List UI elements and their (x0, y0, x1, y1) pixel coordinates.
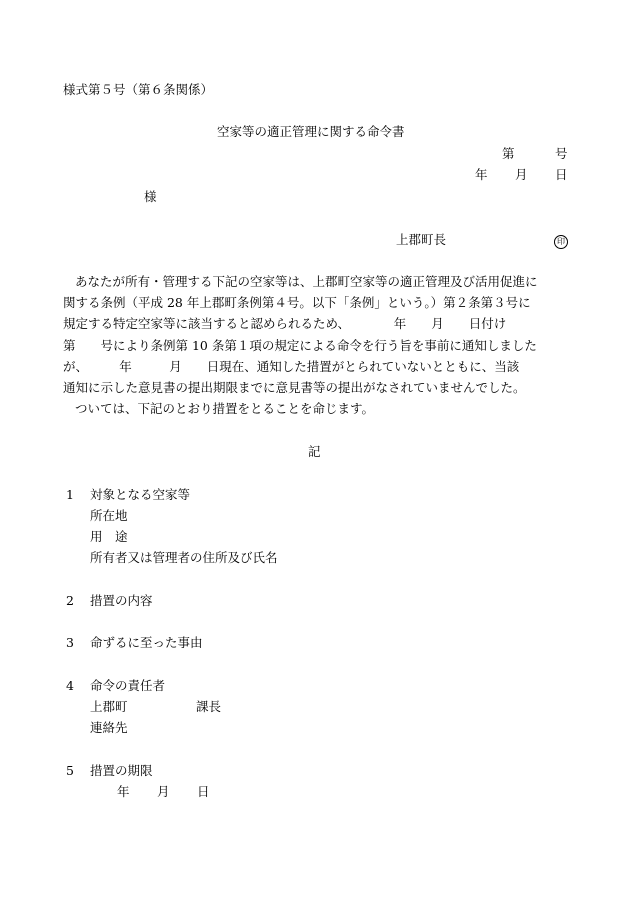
item-label: 措置の内容 (90, 593, 153, 608)
item-label: 対象となる空家等 (90, 487, 191, 502)
body-line: ついては、下記のとおり措置をとることを命じます。 (75, 401, 375, 416)
item-number: 3 (66, 635, 74, 650)
doc-number-dai: 第 (502, 146, 515, 161)
form-label: 様式第５号（第６条関係） (63, 82, 214, 97)
date-day: 日 (555, 167, 568, 182)
body-line: が、 年 月 日現在、通知した措置がとられていないとともに、当該 (63, 359, 520, 374)
date-year: 年 (475, 167, 488, 182)
seal-mark (554, 232, 568, 249)
deadline-year: 年 (117, 784, 130, 799)
item-sub-title: 課長 (196, 699, 222, 714)
item-number: 1 (66, 487, 74, 502)
item-sub: 用 途 (90, 529, 128, 544)
item-number: 2 (66, 593, 74, 608)
item-label: 措置の期限 (90, 763, 153, 778)
deadline-month: 月 (157, 784, 170, 799)
ki-heading: 記 (308, 444, 321, 459)
issuer: 上郡町長 (396, 232, 447, 247)
item-sub: 所有者又は管理者の住所及び氏名 (90, 550, 278, 565)
item-label: 命ずるに至った事由 (90, 635, 203, 650)
date-month: 月 (515, 167, 528, 182)
document-title: 空家等の適正管理に関する命令書 (217, 124, 405, 139)
deadline-day: 日 (197, 784, 210, 799)
item-label: 命令の責任者 (90, 678, 166, 693)
item-sub: 連絡先 (90, 720, 128, 735)
body-line: 関する条例（平成 28 年上郡町条例第４号。以下「条例」という。）第２条第３号に (63, 295, 531, 310)
body-line: あなたが所有・管理する下記の空家等は、上郡町空家等の適正管理及び活用促進に (75, 274, 538, 289)
doc-number-go: 号 (555, 146, 568, 161)
body-line: 第 号により条例第 10 条第１項の規定による命令を行う旨を事前に通知しました (63, 338, 537, 353)
item-number: 5 (66, 763, 74, 778)
item-number: 4 (66, 678, 74, 693)
body-line: 通知に示した意見書の提出期限までに意見書等の提出がなされていませんでした。 (63, 380, 526, 395)
addressee-suffix: 様 (144, 189, 157, 204)
item-sub: 所在地 (90, 508, 128, 523)
item-sub: 上郡町 (90, 699, 128, 714)
body-line: 規定する特定空家等に該当すると認められるため、 年 月 日付け (63, 316, 507, 331)
seal-icon: 印 (554, 235, 568, 249)
